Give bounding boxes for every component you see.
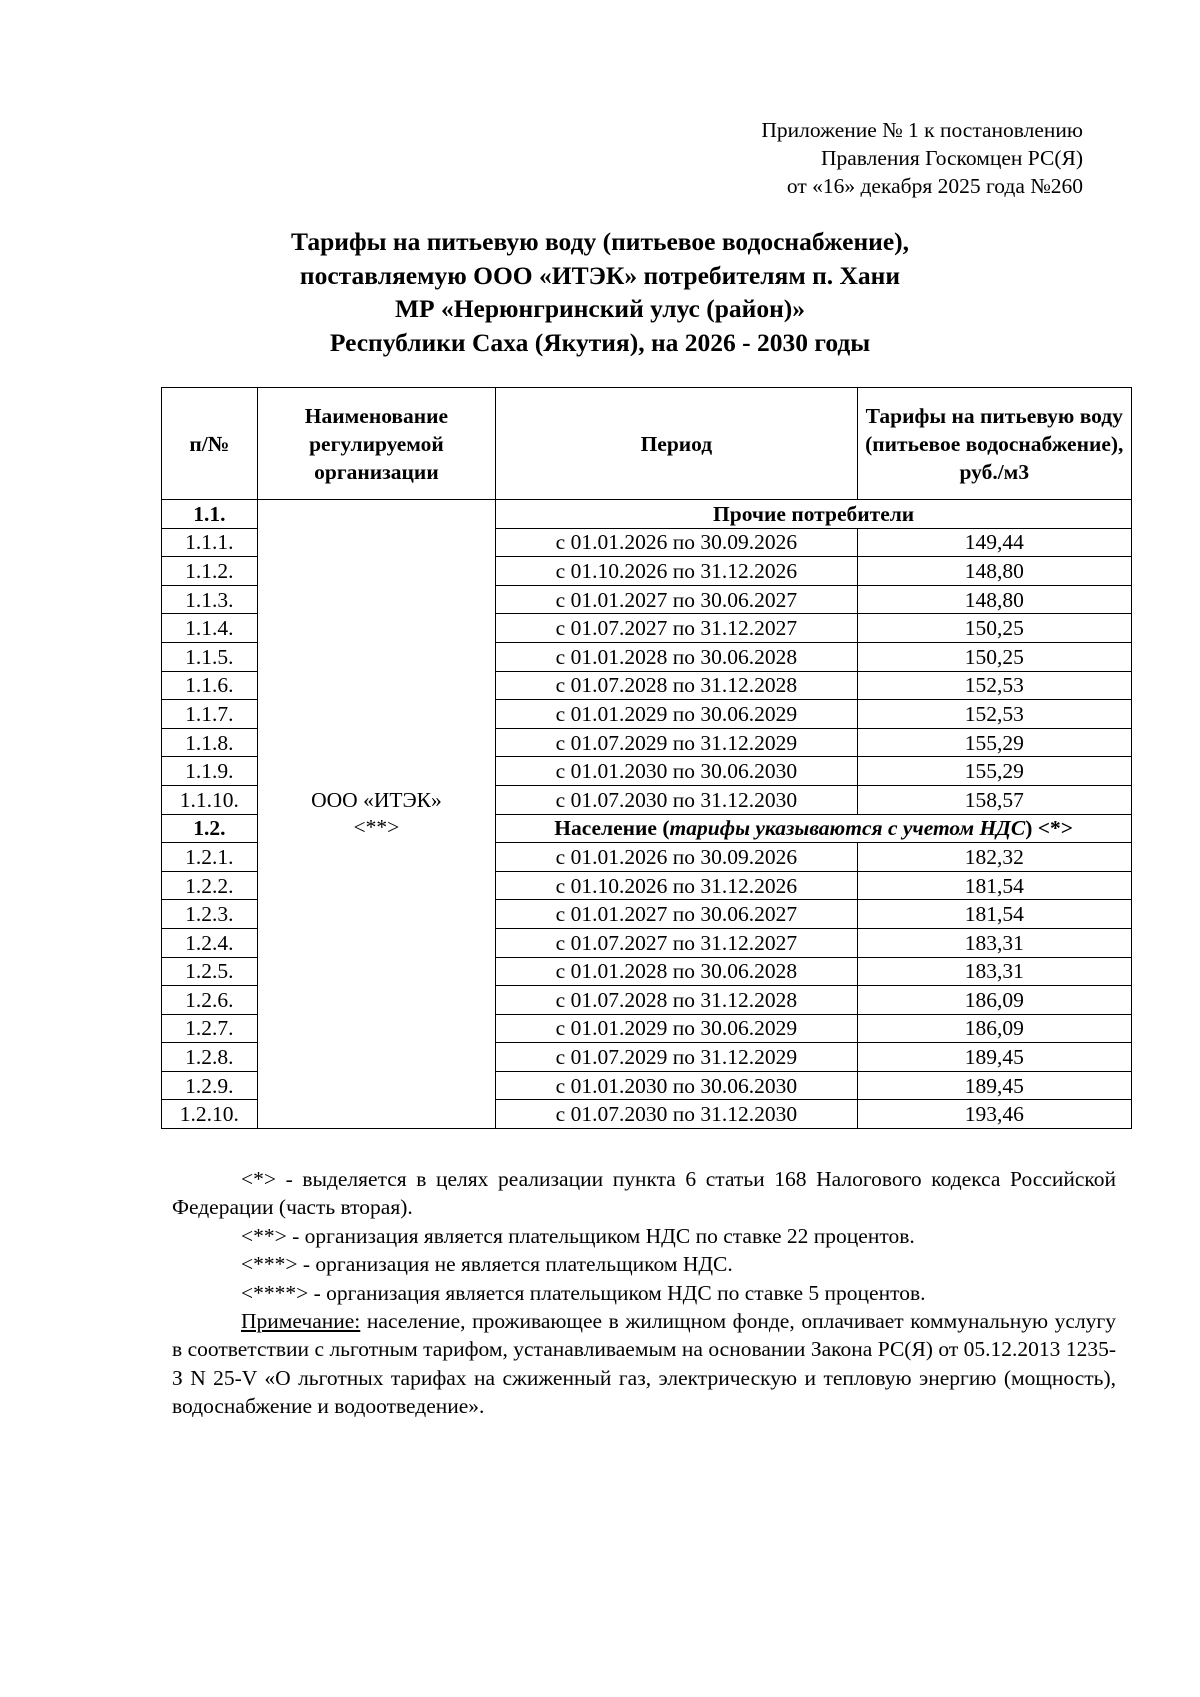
row-period: с 01.01.2027 по 30.06.2027 (496, 585, 857, 614)
annex-line-3: от «16» декабря 2025 года №260 (786, 174, 1083, 198)
row-tariff: 182,32 (857, 843, 1131, 872)
row-num: 1.1.4. (162, 614, 258, 643)
row-period: с 01.07.2030 по 31.12.2030 (496, 1100, 857, 1129)
row-num: 1.1.5. (162, 642, 258, 671)
row-period: с 01.01.2026 по 30.09.2026 (496, 843, 857, 872)
table-header-row (162, 388, 1132, 500)
title-line-4: Республики Саха (Якутия), на 2026 - 2030 годы (329, 327, 871, 357)
row-num: 1.2.7. (162, 1014, 258, 1043)
row-period: с 01.07.2029 по 31.12.2029 (496, 1043, 857, 1072)
row-period: с 01.01.2028 по 30.06.2028 (496, 957, 857, 986)
row-tariff: 148,80 (857, 585, 1131, 614)
document-title (0, 225, 1200, 359)
row-num: 1.2.1. (162, 843, 258, 872)
row-period: с 01.07.2030 по 31.12.2030 (496, 785, 857, 814)
row-period: с 01.01.2028 по 30.06.2028 (496, 642, 857, 671)
row-period: с 01.01.2030 по 30.06.2030 (496, 1071, 857, 1100)
row-period: с 01.01.2030 по 30.06.2030 (496, 757, 857, 786)
footnote-4: <****> - организация является плательщиком НДС по ставке 5 процентов. (241, 1280, 926, 1305)
title-line-1: Тарифы на питьевую воду (питьевое водоснабжение), (290, 227, 910, 256)
group-row (162, 500, 1132, 529)
row-num: 1.1.1. (162, 528, 258, 557)
row-tariff: 193,46 (857, 1100, 1131, 1129)
row-tariff: 183,31 (857, 957, 1131, 986)
title-line-2: поставляемую ООО «ИТЭК» потребителям п. Хани (299, 260, 901, 290)
row-num: 1.2.8. (162, 1043, 258, 1072)
row-tariff: 181,54 (857, 871, 1131, 900)
row-period: с 01.07.2027 по 31.12.2027 (496, 928, 857, 957)
row-num: 1.1.6. (162, 671, 258, 700)
row-num: 1.1.8. (162, 728, 258, 757)
row-num: 1.2.2. (162, 871, 258, 900)
row-num: 1.1.9. (162, 757, 258, 786)
footnote-1: <*> - выделяется в целях реализации пункта 6 статьи 168 Налогового кодекса Российской Федерации (часть вторая). (172, 1167, 1116, 1220)
remark-text: население, проживающее в жилищном фонде, оплачивает коммунальную услугу в соответствии с льготным тарифом, устанавливаемым на основании Закона РС(Я) от 05.12.2013 1235-З N 25-V «О льготных тарифах на сжиженный газ, электрическую и тепловую энергию (мощность), водоснабжение и водоотведение». (172, 1309, 1116, 1419)
row-num: 1.2.6. (162, 986, 258, 1015)
group-label (496, 814, 1132, 843)
annex-line-1: Приложение № 1 к постановлению (761, 118, 1083, 142)
row-tariff: 148,80 (857, 557, 1131, 586)
footnotes (172, 1165, 1116, 1421)
organization-name: ООО «ИТЭК» (311, 788, 442, 813)
header-tariff: Тарифы на питьевую воду (питьевое водоснабжение), руб./м3 (857, 388, 1131, 500)
row-num: 1.1.2. (162, 557, 258, 586)
row-tariff: 158,57 (857, 785, 1131, 814)
header-org: Наименование регулируемой организации (257, 388, 496, 500)
row-tariff: 152,53 (857, 671, 1131, 700)
organization-note: <**> (353, 815, 400, 840)
row-tariff: 152,53 (857, 700, 1131, 729)
group-label-start: Население ( (554, 816, 670, 841)
row-period: с 01.01.2029 по 30.06.2029 (496, 1014, 857, 1043)
annex-line-2: Правления Госкомцен РС(Я) (820, 146, 1083, 170)
row-tariff: 186,09 (857, 986, 1131, 1015)
row-tariff: 186,09 (857, 1014, 1131, 1043)
row-period: с 01.01.2026 по 30.09.2026 (496, 528, 857, 557)
row-tariff: 150,25 (857, 642, 1131, 671)
group-label-italic: тарифы указываются с учетом НДС (669, 816, 1026, 841)
group-label: Прочие потребители (496, 500, 1132, 529)
row-tariff: 183,31 (857, 928, 1131, 957)
annex-header (761, 116, 1083, 200)
header-num: п/№ (162, 388, 258, 500)
row-tariff: 181,54 (857, 900, 1131, 929)
row-tariff: 149,44 (857, 528, 1131, 557)
title-line-3: МР «Нерюнгринский улус (район)» (394, 294, 806, 323)
remark-label: Примечание: (241, 1309, 361, 1334)
footnote-2: <**> - организация является плательщиком НДС по ставке 22 процентов. (241, 1223, 915, 1248)
group-label-end: ) <*> (1025, 816, 1073, 841)
row-period: с 01.10.2026 по 31.12.2026 (496, 557, 857, 586)
row-num: 1.2.4. (162, 928, 258, 957)
row-num: 1.2.3. (162, 900, 258, 929)
row-tariff: 189,45 (857, 1071, 1131, 1100)
row-period: с 01.07.2027 по 31.12.2027 (496, 614, 857, 643)
row-num: 1.2.10. (162, 1100, 258, 1129)
row-period: с 01.07.2028 по 31.12.2028 (496, 671, 857, 700)
row-period: с 01.01.2029 по 30.06.2029 (496, 700, 857, 729)
row-tariff: 155,29 (857, 728, 1131, 757)
remark (172, 1307, 1116, 1421)
header-period: Период (496, 388, 857, 500)
row-period: с 01.07.2029 по 31.12.2029 (496, 728, 857, 757)
group-num: 1.1. (162, 500, 258, 529)
row-num: 1.1.10. (162, 785, 258, 814)
row-num: 1.1.3. (162, 585, 258, 614)
footnote-3: <***> - организация не является плательщиком НДС. (241, 1252, 733, 1277)
tariff-table (161, 387, 1132, 1129)
group-num: 1.2. (162, 814, 258, 843)
row-tariff: 155,29 (857, 757, 1131, 786)
row-num: 1.2.5. (162, 957, 258, 986)
row-period: с 01.10.2026 по 31.12.2026 (496, 871, 857, 900)
row-tariff: 189,45 (857, 1043, 1131, 1072)
row-period: с 01.07.2028 по 31.12.2028 (496, 986, 857, 1015)
row-num: 1.1.7. (162, 700, 258, 729)
organization-cell (257, 500, 496, 1129)
row-num: 1.2.9. (162, 1071, 258, 1100)
row-period: с 01.01.2027 по 30.06.2027 (496, 900, 857, 929)
row-tariff: 150,25 (857, 614, 1131, 643)
